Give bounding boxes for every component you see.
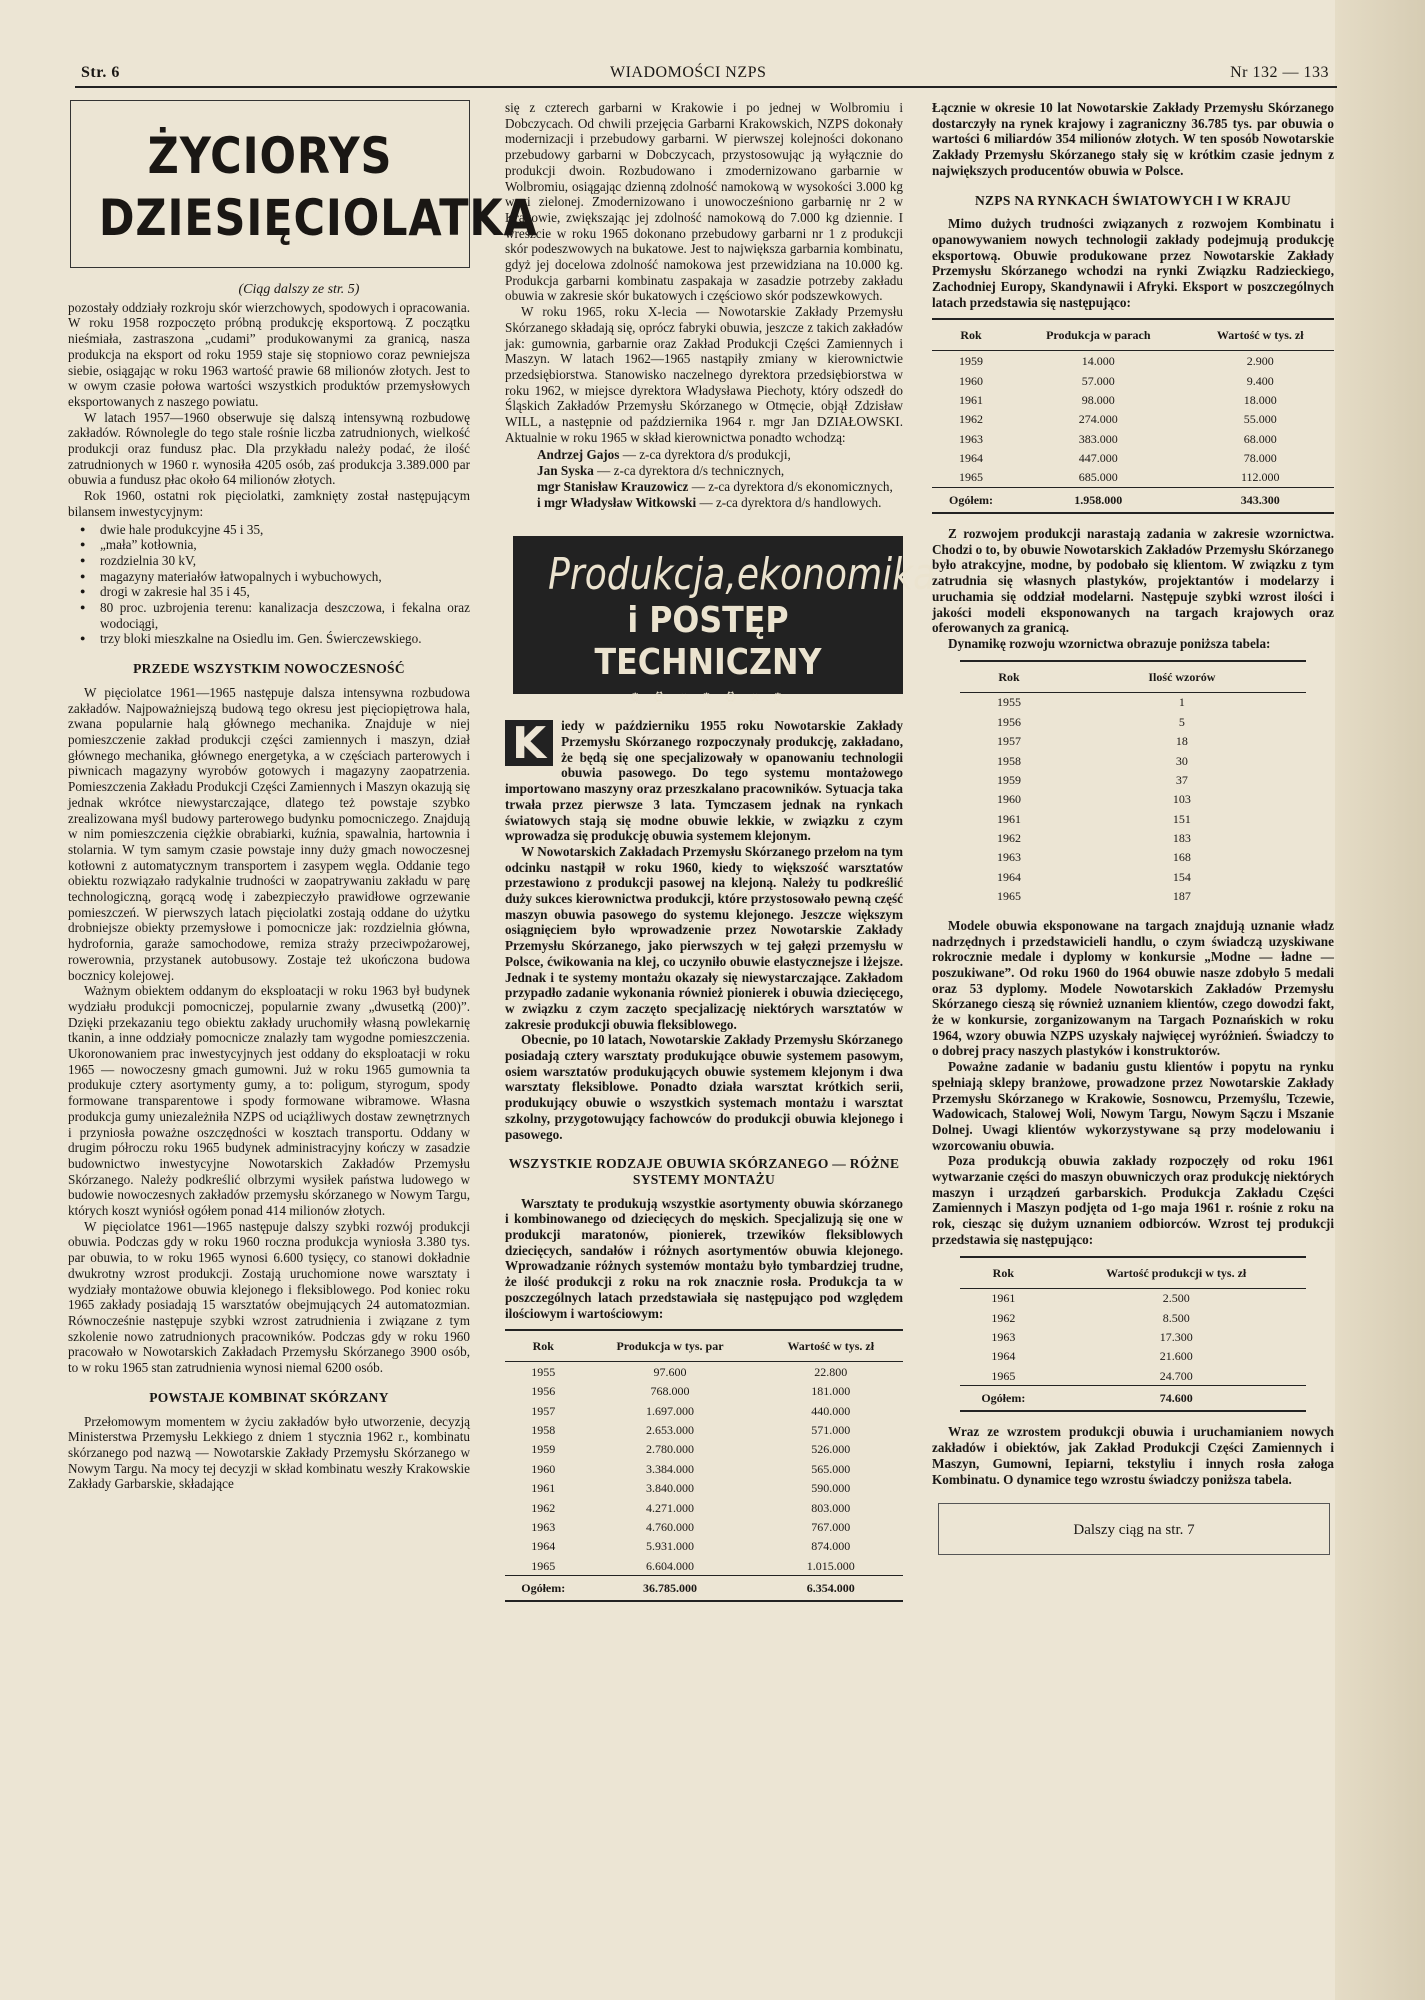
table-cell: 154 [1172,869,1191,884]
paragraph: W pięciolatce 1961—1965 następuje dalsza intensywna rozbudowa zakładów. Najpoważniejszą budową tego okresu jest pięciopiętrowa hala, zwana popularnie halą głównego mechanika. Znajduje w niej pomieszczenie zakład produkcji części zamiennych i maszyn, dział głównego mechanika, głównego energetyka, a w częściach parterowych i piwnicach magazyny wyrobów gotowych i magazyny zaopatrzenia. Pomieszczenia Zakładu Produkcji Części Zamiennych i Maszyn okazują się jednak wkrótce niewystarczające, dlatego też powstaje szybko zrealizowana myśl budowy parterowego budynku pomocniczego. Znajdują w nim pomieszczenia ciężkie obrabiarki, kuźnia, spawalnia, hartownia i stolarnia. W tym samym czasie powstaje inny duży gmach nowoczesnej kotłowni z automatycznym transportem i zasypem węgla. Oddanie tego obiektu rozwiązało radykalnie trudności w zaopatrywaniu zakładu w parę technologiczną, gorącą wodę i zabezpieczyło prawidłowe ogrzewanie pomieszczeń. W pierwszych latach pięciolatki zostają oddane do użytku drobniejsze obiekty przemysłowe i pomocnicze jak: rozdzielnia główna, hydrofornia, garaże samochodowe, remiza straży przeciwpożarowej, rowerownia, przystanek autobusowy. Zostaje też ukończona budowa bocznicy kolejowej. [68,684,470,983]
table-row [960,809,1306,828]
management-list [525,447,903,510]
table-cell: 74.600 [1047,1386,1306,1412]
table-cell: 1956 [531,1384,556,1399]
page-number: Str. 6 [81,64,120,81]
table-cell: 1964 [991,1349,1016,1364]
table-row [932,448,1334,467]
list-item: ● „mała” kotłownia, [68,537,470,553]
table-cell: 590.000 [811,1481,851,1496]
banner-line-1: Produkcja,ekonomika [548,549,936,601]
table-row [960,1327,1306,1346]
table-cell: 98.000 [1081,392,1115,407]
table-row [960,848,1306,867]
table-row [505,1420,903,1439]
staff-entry: mgr Stanisław Krauzowicz — z-ca dyrektora d/s ekonomicznych, [537,478,893,494]
table-cell: 1964 [959,451,984,465]
table-cell: 1.697.000 [646,1403,694,1418]
export-table [932,318,1334,514]
list-item: ● drogi w zakresie hal 35 i 45, [68,584,470,600]
paragraph: Przełomowym momentem w życiu zakładów było utworzenie, decyzją Ministerstwa Przemysłu Lekkiego z dniem 1 stycznia 1962 r., kombinatu skórzanego pod nazwą — Nowotarskie Zakłady Przemysłu Skórzanego w Nowym Targu. Na mocy tej decyzji w skład kombinatu weszły Krakowskie Zakłady Garbarskie, składające [68,1413,470,1492]
page-header [75,64,1335,84]
table-cell: 151 [1172,811,1191,826]
table-cell: 187 [1172,889,1191,904]
table-cell: 2.780.000 [646,1442,694,1457]
table-cell: 9.400 [1246,373,1274,388]
paragraph: W roku 1965, roku X-lecia — Nowotarskie Zakłady Przemysłu Skórzanego składają się, oprócz fabryki obuwia, jeszcze z takich zakładów jak: gumownia, garbarnie oraz Zakład Produkcji Części Zamiennych i Maszyn. W latach 1962—1965 nastąpiły zmiany w kierownictwie przedsiębiorstwa. Stanowisko naczelnego dyrektora przedsiębiorstwa w roku 1962, w miejsce dyrektora Władysława Piechoty, który odszedł do Śląskich Zakładów Przemysłu Skórzanego w Otmęcie, objął Zdzisław WILL, a następnie od października 1964 r. mgr Jan DZIAŁOWSKI. Aktualnie w roku 1965 w skład kierownictwa ponadto wchodzą: [505,304,903,445]
table-row [505,1440,903,1459]
list-item: ● rozdzielnia 30 kV, [68,553,470,569]
table-cell: 36.785.000 [581,1576,758,1602]
paragraph: W pięciolatce 1961—1965 następuje dalszy szybki rozwój produkcji obuwia. Podczas gdy w roku 1960 roczna produkcja wyniosła 3.380 tys. par obuwia, to w roku 1965 wynosi 6.600 tysięcy, co stanowi dokładnie dwukrotny wzrost produkcji. Zostają uruchomione nowe warsztaty i wydziały montażowe obuwia klejonego i fleksiblowego. Pod koniec roku 1965 zakłady posiadają 15 warsztatów obejmujących 24 automatozmian. Równocześnie następuje szybki wzrost zatrudnienia i związane z tym szkolenie nowo zatrudnionych pracowników. Podczas gdy w roku 1960 pracowało w Nowotarskich Zakładach Przemysłu Skórzanego 3900 osób, to w roku 1965 stan zatrudnienia wynosi niemal 6200 osób. [68,1218,470,1376]
paragraph: Ważnym obiektem oddanym do eksploatacji w roku 1963 był budynek wydziału produkcji pomocniczej, popularnie zwany „dwusetką (200)”. Dzięki przekazaniu tego obiektu zakłady uruchomiły własną powlekarnię tkanin, a inne oddziały pomocnicze znalazły tam wygodne pomieszczenia. Ukoronowaniem prac inwestycyjnych jest oddany do eksploatacji w roku 1965 — nowoczesny gmach gumowni. Już w roku 1965 gumownia ta produkuje cztery asortymenty gumy, a to: poligum, styrogum, spody formowane transparentowe i spody formowane wibramowe. Własna produkcja gumy uniezależniła NZPS od uciążliwych dostaw zewnętrznych i przyniosła poważne oszczędności w kosztach transportu. Oddany w drugim półroczu roku 1965 budynek administracyjny kończy w zasadzie budownictwo inwestycyjne Nowotarskich Zakładów Przemysłu Skórzanego. Należy podkreślić olbrzymi wysiłek państwa ludowego w budowie nowoczesnych zakładów przemysłu skórzanego w Nowym Targu, których koszt wyniósł ogółem ponad 414 milionów złotych. [68,983,470,1219]
table-cell: 8.500 [1162,1310,1190,1325]
table-cell: 2.500 [1162,1291,1190,1306]
table-row [960,770,1306,789]
table-cell: 1965 [531,1558,556,1573]
lead-paragraph: K iedy w październiku 1955 roku Nowotarskie Zakłady Przemysłu Skórzanego rozpoczynały produkcję, zakładano, że będą się one specjalizowały w opanowaniu technologii obuwia pasowego. Do tego systemu montażowego importowano maszyny oraz przeszkalano pracowników. Sytuacja taka trwała przez pierwsze 3 lata. Tymczasem jednak na rynkach światowych stają się modne obuwie lekkie, w związku z czym wprowadza się produkcję obuwia systemem klejonym. [505,718,903,844]
table-cell: 1963 [959,431,984,446]
table-total-row [505,1576,903,1602]
table-cell: 1957 [531,1403,556,1418]
table-cell: 685.000 [1078,470,1118,485]
table-cell: 1.958.000 [1010,488,1186,514]
table-cell: 1958 [531,1423,556,1438]
table-cell: 1955 [531,1364,556,1379]
headline-box [70,100,538,268]
table-cell: 1962 [959,412,984,427]
table-cell: Ogółem: [505,1576,581,1602]
drop-cap: K [505,720,553,766]
table-cell: 181.000 [811,1384,851,1399]
table-cell: 1962 [991,1310,1016,1325]
table-cell: 1956 [997,714,1022,729]
table-row [505,1537,903,1556]
table-cell: 5.931.000 [646,1539,694,1554]
parts-table [960,1256,1306,1413]
column-1 [68,100,538,1890]
paragraph: Modele obuwia eksponowane na targach znajdują uznanie władz nadrzędnych i przedstawicieli handlu, o czym świadczą uzyskiwane rokrocznie medale i dyplomy w konkursie „Modne — ładne — poszukiwane”. Od roku 1960 do 1964 obuwie nasze zdobyło 5 medali oraz 53 dyplomy. Modele Nowotarskich Zakładów Przemysłu Skórzanego cieszą się również uznaniem klientów, czego dowodzi fakt, że w konkursie, zorganizowanym na Targach Poznańskich w roku 1964, wzory obuwia NZPS uzyskały najwięcej wyróżnień. Świadczy to o dobrej pracy naszych plastyków i konstruktorów. [932,917,1334,1059]
section-heading: WSZYSTKIE RODZAJE OBUWIA SKÓRZANEGO — RÓŻNE SYSTEMY MONTAŻU [508,1156,900,1187]
table-cell: 18 [1175,734,1188,749]
table-cell: 78.000 [1243,451,1277,465]
paragraph: W Nowotarskich Zakładach Przemysłu Skórzanego przełom na tym odcinku nastąpił w roku 1960, kiedy to większość warsztatów przestawiono z produkcji pasowej na klejoną. Należy tu podkreślić duży sukces kierownictwa produkcji, które przystosowało pewną część maszyn obuwia pasowego do systemu klejonego. Jeszcze większym osiągnięciem było wprowadzenie przez Nowotarskie Zakłady Przemysłu Skórzanego, jako pierwszych w tej gałęzi przemysłu w Polsce, ćwikowania na klej, co uczyniło obuwie elastycznejsze i lżejsze. Jednak i te systemy montażu okazały się niewystarczające. Zakładom przypadło zadanie wykonania również pionierek i obuwia dziecięcego, w związku z czym zaczęto specjalizację niektórych warsztatów w zakresie produkcji obuwia fleksiblowego. [505,843,903,1032]
table-header: Wartość w tys. zł [759,1330,903,1362]
paragraph: Warsztaty te produkują wszystkie asortymenty obuwia skórzanego i kombinowanego od dziecięcych do męskich. Specjalizują się one w produkcji maratonów, pionierek, trzewików fleksiblowych dziecięcych, sandałów i różnych asortymentów obuwia klejonego. Wprowadzanie różnych systemów montażu było tymbardziej trudne, że ilość produkcji z roku na rok znacznie rosła. Produkcja ta w poszczególnych latach przedstawiała się następująco pod względem ilościowym i wartościowym: [505,1195,903,1321]
table-row [960,751,1306,770]
table-cell: Ogółem: [960,1386,1046,1412]
table-cell: 1957 [997,734,1022,749]
table-cell: 1961 [959,392,984,407]
table-cell: 21.600 [1159,1349,1193,1364]
table-header: Produkcja w parach [1010,319,1186,351]
table-row [960,712,1306,731]
table-cell: 1965 [959,470,984,485]
table-cell: 6.354.000 [759,1576,903,1602]
table-row [505,1479,903,1498]
table-row [960,731,1306,750]
paragraph: Obecnie, po 10 latach, Nowotarskie Zakłady Przemysłu Skórzanego posiadają cztery warsztaty produkujące obuwie systemem pasowym, osiem warsztatów produkujących obuwie systemem klejonym i dwa warsztaty fleksiblowe. Ponadto działa warsztat krótkich serii, produkujący obuwie o wszystkich systemach montażu i warsztat szkolny, przygotowujący fachowców do produkcji obuwia klejonego i pasowego. [505,1032,903,1142]
column-3 [932,100,1334,1890]
table-row [505,1382,903,1401]
table-cell: 1 [1178,695,1185,710]
table-row [960,1288,1306,1308]
table-cell: 55.000 [1243,412,1277,427]
paragraph: Poważne zadanie w badaniu gustu klientów i popytu na rynku spełniają sklepy branżowe, prowadzone przez Nowotarskie Zakłady Przemysłu Skórzanego w Krakowie, Sosnowcu, Przemyślu, Tczewie, Wadowicach, Stalowej Woli, Nowym Targu, Nowym Sączu i Mszanie Dolnej. Uwagi klientów wykorzystywane są przy modelowaniu i wzorcowaniu obuwia. [932,1059,1334,1153]
table-cell: 168 [1172,850,1191,865]
table-cell: 30 [1175,753,1188,768]
staff-entry: i mgr Władysław Witkowski — z-ca dyrektora d/s handlowych. [537,494,882,510]
table-cell: 1963 [531,1519,556,1534]
table-cell: 5 [1178,714,1185,729]
table-row [932,429,1334,448]
table-cell: 1960 [531,1461,556,1476]
table-cell: 1961 [531,1481,556,1496]
table-header: Wartość w tys. zł [1187,319,1335,351]
banner-line-2: i POSTĘP TECHNICZNY [594,600,822,684]
table-cell: 383.000 [1078,431,1118,446]
table-cell: 4.271.000 [646,1500,694,1515]
table-cell: 68.000 [1243,431,1277,446]
table-row [960,867,1306,886]
table-row [960,1308,1306,1327]
table-cell: 103 [1172,792,1191,807]
table-cell: 1959 [531,1442,556,1457]
header-rule [75,86,1337,88]
table-row [960,1347,1306,1366]
paragraph: się z czterech garbarni w Krakowie i po jednej w Wolbromiu i Dobczycach. Od chwili przejęcia Garbarni Krakowskich, NZPS dokonały modernizacji i przebudowy garbarni. W pierwszej kolejności dokonano przebudowy garbarni w Dobczycach, przystosowując ją wyłącznie do produkcji dwoin. Rozbudowano i zmodernizowano garbarnie w Wolbromiu, osiągając dzienną zdolność namokową w wysokości 3.000 kg wagi zielonej. Zmodernizowano i unowocześniono garbarnię nr 2 w Krakowie, zwiększając jej zdolność namokową do 7.000 kg dziennie. I wreszcie w roku 1965 dokonano przebudowy garbarni nr 1 z produkcji skór podeszwowych na bukatowe. Jest to największa garbarnia kombinatu, gdyż jej docelowa zdolność namokowa jest przewidziana na 10.000 kg. Produkcja garbarni kombinatu zaspakaja w zasadzie potrzeby zakładu obuwia w zakresie skór bukatowych i częściowo skór podszewkowych. [505,100,903,304]
headline-line-2: DZIESIĘCIOLATKA [98,189,538,247]
table-cell: 1964 [531,1539,556,1554]
list-item: ● trzy bloki mieszkalne na Osiedlu im. Gen. Świerczewskiego. [68,631,470,647]
gear-icon: ⚙ ⛭ ⚒ ⚙ ⛭ ⚒ ⚙ [630,689,786,706]
table-cell: 440.000 [811,1403,851,1418]
table-cell: 768.000 [650,1384,690,1399]
table-cell: 14.000 [1081,354,1115,369]
paragraph: Poza produkcją obuwia zakłady rozpoczęły od roku 1961 wytwarzanie części do maszyn obuwniczych oraz produkcję niektórych maszyn i urządzeń garbarskich. Produkcja Zakładu Części Zamiennych i Maszyn podjęta od 1-go maja 1961 r. rośnie z roku na rok, ciesząc się dużym uznaniem odbiorców. Wzrost tej produkcji przedstawia się następująco: [932,1153,1334,1247]
table-cell: 18.000 [1243,392,1277,407]
paragraph: Z rozwojem produkcji narastają zadania w zakresie wzornictwa. Chodzi o to, by obuwie Nowotarskich Zakładów Przemysłu Skórzanego było atrakcyjne, modne, by podobało się klientom. W związku z tym zatrudnia się własnych plastyków, projektantów i modelarzy i uruchamia się oddział modelarni. Następuje szybki wzrost ilości i jakości modeli eksponowanych na targach krajowych oraz oferowanych za granicą. [932,526,1334,636]
table-cell: 2.653.000 [646,1423,694,1438]
table-total-row [932,488,1334,514]
table-row [932,351,1334,371]
table-cell: 1955 [997,695,1022,710]
paragraph: Dynamikę rozwoju wzornictwa obrazuje poniższa tabela: [948,635,1271,651]
table-header: Rok [505,1330,581,1362]
section-heading: NZPS NA RYNKACH ŚWIATOWYCH I W KRAJU [974,192,1292,208]
table-row [505,1362,903,1382]
table-header: Rok [932,319,1010,351]
table-cell: 24.700 [1159,1368,1193,1383]
table-cell: 874.000 [811,1539,851,1554]
table-header: Wartość produkcji w tys. zł [1047,1257,1306,1289]
paragraph: Rok 1960, ostatni rok pięciolatki, zamknięty został następującym bilansem inwestycyjnym: [68,488,470,519]
paragraph: W latach 1957—1960 obserwuje się dalszą intensywną rozbudowę zakładów. Równolegle do tego stale rośnie liczba zatrudnionych, wielkość produkcji oraz fundusz płac. Dla przykładu należy podać, że ilość zatrudnionych w 1960 r. wynosiła 4205 osób, zaś produkcja 3.389.000 par obuwia a fundusz płac około 64 milionów złotych. [68,409,470,488]
table-cell: 57.000 [1081,373,1115,388]
table-cell: 526.000 [811,1442,851,1457]
table-cell: 97.600 [653,1364,687,1379]
table-row [960,886,1306,905]
table-header: Ilość wzorów [1058,661,1306,693]
table-cell: 1959 [997,772,1022,787]
table-row [960,692,1306,712]
table-cell: 6.604.000 [646,1558,694,1573]
table-header: Rok [960,661,1058,693]
table-cell: 1965 [991,1368,1016,1383]
table-cell: 22.800 [814,1364,848,1379]
table-row [932,468,1334,488]
continued-on: Dalszy ciąg na str. 7 [938,1503,1330,1555]
list-item: ● 80 proc. uzbrojenia terenu: kanalizacja deszczowa, i fekalna oraz wodociągi, [68,600,470,631]
production-table [505,1329,903,1602]
paragraph: Wraz ze wzrostem produkcji obuwia i uruchamianiem nowych zakładów i obiektów, jak Zakład Produkcji Części Zamiennych i Maszyn, Gumowni, Iepiarni, tekstyliu i innych rosła załoga Kombinatu. O dynamice tego wzrostu świadczy poniższa tabela. [932,1424,1334,1487]
table-row [932,390,1334,409]
table-cell: 565.000 [811,1461,851,1476]
continued-from: (Ciąg dalszy ze str. 5) [238,282,360,297]
table-cell: 3.384.000 [646,1461,694,1476]
table-row [932,410,1334,429]
table-cell: 1962 [531,1500,556,1515]
table-row [505,1556,903,1576]
table-cell: 571.000 [811,1423,851,1438]
table-cell: 1961 [991,1291,1016,1306]
section-heading: PRZEDE WSZYSTKIM NOWOCZESNOŚĆ [133,661,405,677]
table-row [505,1498,903,1517]
table-cell: 37 [1175,772,1188,787]
table-cell: 3.840.000 [646,1481,694,1496]
table-cell: 1963 [991,1330,1016,1345]
issue-number: Nr 132 — 133 [1230,64,1329,81]
table-cell: 1965 [997,889,1022,904]
table-total-row [960,1386,1306,1412]
paragraph: Łącznie w okresie 10 lat Nowotarskie Zakłady Przemysłu Skórzanego dostarczyły na rynek krajowy i zagraniczny 36.785 tys. par obuwia o wartości 6 miliardów 354 milionów złotych. W ten sposób Nowotarskie Zakłady Przemysłu Skórzanego stały się w krótkim czasie jednym z największych producentów obuwia w Polsce. [932,100,1334,178]
headline-line-1: ŻYCIORYS [147,127,393,185]
column-2 [505,100,936,1890]
table-cell: 447.000 [1078,451,1118,465]
table-cell: 343.300 [1187,488,1335,514]
paragraph: Mimo dużych trudności związanych z rozwojem Kombinatu i opanowywaniem nowych technologii zakłady podejmują produkcję eksportową. Obuwie produkowane przez Nowotarskie Zakłady Przemysłu Skórzanego wchodzi na rynki Związku Radzieckiego, Zachodniej Europy, Skandynawii i Afryki. Eksport w poszczególnych latach przedstawia się następująco: [932,216,1334,310]
table-cell: 2.900 [1246,354,1274,369]
table-row [505,1459,903,1478]
paragraph: pozostały oddziały rozkroju skór wierzchowych, spodowych i opracowania. W roku 1958 rozpoczęto próbną produkcję eksportową. Z początku nieśmiała, zastraszona „cudami” produkowanymi za granicą, nasza produkcja na eksport od roku 1959 staje się stopniowo coraz pewniejsza siebie, osiągając w roku 1963 wartość prawie 68 milionów złotych. Jest to w owym czasie połowa wartości wszystkich produktów przemysłowych eksportowanych z naszego powiatu. [68,299,470,409]
newspaper-title: WIADOMOŚCI NZPS [610,64,767,81]
table-cell: 1964 [997,869,1022,884]
table-cell: 17.300 [1159,1330,1193,1345]
list-item: ● magazyny materiałów łatwopalnych i wybuchowych, [68,569,470,585]
staff-entry: Jan Syska — z-ca dyrektora d/s technicznych, [537,463,785,479]
table-cell: 4.760.000 [646,1519,694,1534]
table-cell: 1960 [997,792,1022,807]
table-cell: 1958 [997,753,1022,768]
investment-list [68,522,470,648]
list-item: ● dwie hale produkcyjne 45 i 35, [68,522,470,538]
table-header: Rok [960,1257,1046,1289]
table-cell: 112.000 [1240,470,1280,485]
table-cell: 1962 [997,831,1022,845]
table-row [932,371,1334,390]
page-edge [1335,0,1425,2000]
table-cell: Ogółem: [932,488,1010,514]
table-cell: 1961 [997,811,1022,826]
table-cell: 1.015.000 [806,1558,855,1573]
table-cell: 1959 [959,354,984,369]
table-cell: 183 [1172,831,1191,845]
table-row [960,1366,1306,1386]
table-cell: 1960 [959,373,984,388]
staff-entry: Andrzej Gajos — z-ca dyrektora d/s produkcji, [537,447,791,463]
section-heading: POWSTAJE KOMBINAT SKÓRZANY [149,1389,389,1405]
section-banner [513,536,936,706]
table-row [505,1401,903,1420]
table-row [505,1517,903,1536]
designs-table [960,660,1306,906]
table-cell: 767.000 [811,1519,851,1534]
table-cell: 274.000 [1078,412,1118,427]
table-row [960,828,1306,847]
table-cell: 1963 [997,850,1022,865]
table-row [960,790,1306,809]
table-header: Produkcja w tys. par [581,1330,758,1362]
table-cell: 803.000 [811,1500,851,1515]
